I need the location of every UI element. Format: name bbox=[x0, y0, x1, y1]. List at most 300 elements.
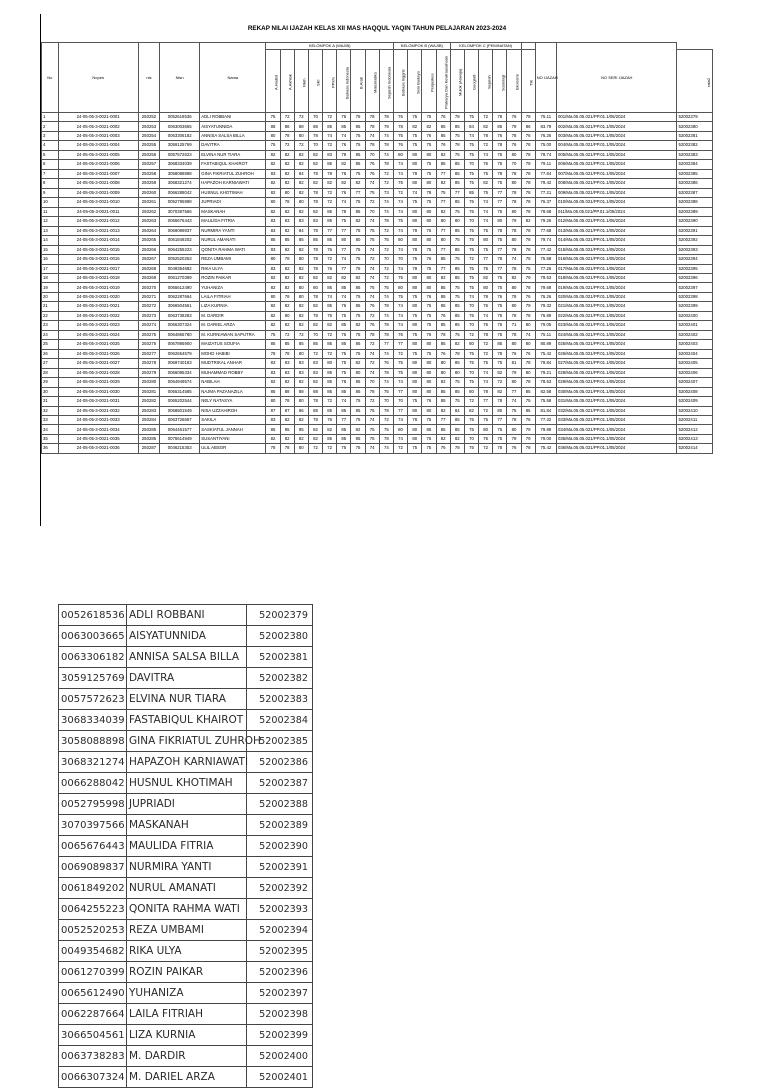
score-cell: 78 bbox=[493, 397, 507, 406]
serial-number-cell: 52002413 bbox=[677, 434, 713, 443]
score-cell: 79 bbox=[521, 425, 535, 434]
nis-cell: 250259 bbox=[138, 179, 159, 188]
nisn-cell: 0049354682 bbox=[160, 264, 200, 273]
name-cell: QONITA RAHMA WATI bbox=[200, 245, 266, 254]
score-cell: 80 bbox=[294, 255, 308, 264]
score-cell: 85 bbox=[266, 425, 280, 434]
score-cell: 82 bbox=[294, 311, 308, 320]
nopes-cell: 24-05-05-3-0021-0036 bbox=[58, 444, 138, 453]
score-cell: 72 bbox=[323, 141, 337, 150]
score-cell: 82 bbox=[479, 122, 493, 131]
row-number: 13 bbox=[42, 226, 59, 235]
score-cell: 72 bbox=[464, 397, 478, 406]
subject-header: A.Akhlak bbox=[280, 50, 294, 113]
subject-header: PPKN bbox=[323, 50, 337, 113]
score-cell: 78 bbox=[379, 406, 393, 415]
score-cell: 85 bbox=[450, 359, 464, 368]
average-cell: 78.68 bbox=[535, 207, 556, 216]
subject-header: Seni Budaya bbox=[408, 50, 422, 113]
table-row bbox=[42, 425, 713, 434]
score-cell: 82 bbox=[436, 273, 450, 282]
score-cell: 74 bbox=[379, 198, 393, 207]
score-cell: 74 bbox=[393, 264, 407, 273]
group-header-row bbox=[42, 43, 713, 50]
name-cell: AISYATUNNIDA bbox=[200, 122, 266, 131]
score-cell: 82 bbox=[266, 302, 280, 311]
score-cell: 77 bbox=[493, 264, 507, 273]
serial-number-cell: 52002412 bbox=[677, 425, 713, 434]
score-cell: 75 bbox=[393, 131, 407, 140]
nisn-cell: 0046215353 bbox=[160, 444, 200, 453]
score-cell: 72 bbox=[379, 226, 393, 235]
score-cell: 82 bbox=[436, 434, 450, 443]
score-cell: 72 bbox=[365, 311, 379, 320]
score-cell: 72 bbox=[479, 141, 493, 150]
score-cell: 75 bbox=[450, 131, 464, 140]
score-cell: 74 bbox=[379, 292, 393, 301]
nis-cell: 250261 bbox=[138, 198, 159, 207]
score-cell: 82 bbox=[266, 207, 280, 216]
score-cell: 85 bbox=[323, 406, 337, 415]
subject-header: SKI bbox=[308, 50, 322, 113]
score-cell: 75 bbox=[266, 330, 280, 339]
zoomed-nisn-cell: 0065676443 bbox=[59, 836, 127, 857]
name-cell: ELVINA NUR TIARA bbox=[200, 150, 266, 159]
score-cell: 75 bbox=[479, 264, 493, 273]
nopes-cell: 24-05-05-3-0021-0015 bbox=[58, 245, 138, 254]
score-cell: 75 bbox=[379, 387, 393, 396]
ijazah-number-cell: 005/Ma.05.05.021/PP.01.1/05/2024 bbox=[557, 150, 677, 159]
score-cell: 80 bbox=[507, 378, 521, 387]
zoomed-nisn-cell: 0069089837 bbox=[59, 857, 127, 878]
score-cell: 78 bbox=[308, 188, 322, 197]
score-cell: 78 bbox=[308, 198, 322, 207]
zoomed-serial-cell: 52002385 bbox=[247, 731, 313, 752]
score-cell: 75 bbox=[422, 264, 436, 273]
serial-number-cell: 52002390 bbox=[677, 217, 713, 226]
serial-number-cell: 52002381 bbox=[677, 131, 713, 140]
score-cell: 78 bbox=[408, 416, 422, 425]
score-cell: 82 bbox=[280, 302, 294, 311]
nopes-cell: 24-05-05-3-0021-0031 bbox=[58, 397, 138, 406]
serial-number-cell: 52002403 bbox=[677, 340, 713, 349]
score-cell: 82 bbox=[493, 387, 507, 396]
table-row bbox=[42, 236, 713, 245]
score-cell: 72 bbox=[323, 330, 337, 339]
nis-cell: 250271 bbox=[138, 292, 159, 301]
zoomed-name-cell: RIKA ULYA bbox=[127, 941, 247, 962]
nopes-cell: 24-05-05-3-0021-0011 bbox=[58, 207, 138, 216]
score-cell: 82 bbox=[294, 245, 308, 254]
score-cell: 74 bbox=[323, 131, 337, 140]
score-cell: 75 bbox=[422, 434, 436, 443]
average-cell: 79.74 bbox=[535, 236, 556, 245]
score-cell: 77 bbox=[323, 226, 337, 235]
score-cell: 75 bbox=[464, 113, 478, 122]
nopes-cell: 24-05-05-3-0021-0033 bbox=[58, 416, 138, 425]
score-cell: 75 bbox=[464, 236, 478, 245]
zoomed-serial-cell: 52002396 bbox=[247, 962, 313, 983]
average-cell: 76.26 bbox=[535, 131, 556, 140]
score-cell: 74 bbox=[365, 273, 379, 282]
score-cell: 80 bbox=[351, 368, 365, 377]
score-cell: 75 bbox=[450, 236, 464, 245]
name-cell: NABILAH bbox=[200, 378, 266, 387]
table-row bbox=[42, 349, 713, 358]
table-row bbox=[42, 273, 713, 282]
score-cell: 79 bbox=[507, 434, 521, 443]
serial-number-cell: 52002411 bbox=[677, 416, 713, 425]
zoomed-nisn-cell: 3059125769 bbox=[59, 668, 127, 689]
score-cell: 85 bbox=[450, 273, 464, 282]
nisn-cell: 0064949574 bbox=[160, 378, 200, 387]
subject-header: Geografi bbox=[464, 50, 478, 113]
name-cell: MUHAMMAD ROBBY bbox=[200, 368, 266, 377]
score-cell: 75 bbox=[464, 311, 478, 320]
subject-header: TIK bbox=[521, 50, 535, 113]
score-cell: 75 bbox=[464, 141, 478, 150]
score-cell: 80 bbox=[422, 150, 436, 159]
score-cell: 82 bbox=[351, 321, 365, 330]
zoomed-row bbox=[59, 1067, 313, 1088]
score-cell: 78 bbox=[365, 330, 379, 339]
score-cell: 75 bbox=[408, 131, 422, 140]
score-cell: 74 bbox=[393, 434, 407, 443]
score-cell: 85 bbox=[450, 122, 464, 131]
score-cell: 76 bbox=[365, 160, 379, 169]
average-cell: 78.84 bbox=[535, 359, 556, 368]
score-cell: 82 bbox=[308, 378, 322, 387]
score-cell: 75 bbox=[464, 425, 478, 434]
score-cell: 80 bbox=[280, 311, 294, 320]
zoomed-row bbox=[59, 668, 313, 689]
score-cell: 85 bbox=[436, 160, 450, 169]
score-cell: 82 bbox=[266, 150, 280, 159]
score-cell: 75 bbox=[493, 302, 507, 311]
row-number: 15 bbox=[42, 245, 59, 254]
header-no-seri: NO SERI IJAZAH bbox=[557, 43, 677, 113]
score-cell: 88 bbox=[266, 122, 280, 131]
score-cell: 80 bbox=[450, 368, 464, 377]
nopes-cell: 24-05-05-3-0021-0029 bbox=[58, 378, 138, 387]
name-cell: ULIL ABSOR bbox=[200, 444, 266, 453]
average-cell: 79.68 bbox=[535, 283, 556, 292]
score-cell: 82 bbox=[323, 273, 337, 282]
score-cell: 86 bbox=[521, 122, 535, 131]
name-cell: MAULIDA FITRIA bbox=[200, 217, 266, 226]
nisn-cell: 0061849202 bbox=[160, 236, 200, 245]
table-row bbox=[42, 368, 713, 377]
score-cell: 82 bbox=[436, 179, 450, 188]
score-cell: 82 bbox=[280, 378, 294, 387]
table-row bbox=[42, 321, 713, 330]
score-cell: 83 bbox=[280, 368, 294, 377]
score-cell: 75 bbox=[351, 131, 365, 140]
nopes-cell: 24-05-05-3-0021-0012 bbox=[58, 217, 138, 226]
serial-number-cell: 52002406 bbox=[677, 368, 713, 377]
score-cell: 78 bbox=[266, 349, 280, 358]
score-cell: 75 bbox=[464, 207, 478, 216]
score-cell: 76 bbox=[393, 141, 407, 150]
score-cell: 79 bbox=[507, 217, 521, 226]
row-number: 16 bbox=[42, 255, 59, 264]
row-number: 35 bbox=[42, 434, 59, 443]
score-cell: 78 bbox=[521, 141, 535, 150]
subject-header: rata2 bbox=[677, 50, 713, 113]
table-row bbox=[42, 245, 713, 254]
score-cell: 74 bbox=[379, 131, 393, 140]
score-cell: 75 bbox=[323, 311, 337, 320]
score-cell: 78 bbox=[479, 131, 493, 140]
score-cell: 80 bbox=[408, 150, 422, 159]
score-cell: 82 bbox=[266, 188, 280, 197]
nis-cell: 250278 bbox=[138, 359, 159, 368]
score-cell: 86 bbox=[521, 406, 535, 415]
score-cell: 77 bbox=[337, 416, 351, 425]
score-cell: 80 bbox=[294, 444, 308, 453]
score-cell: 72 bbox=[323, 349, 337, 358]
score-cell: 76 bbox=[365, 434, 379, 443]
nopes-cell: 24-05-05-3-0021-0019 bbox=[58, 283, 138, 292]
zoomed-serial-cell: 52002392 bbox=[247, 878, 313, 899]
table-row bbox=[42, 416, 713, 425]
score-cell: 79 bbox=[521, 273, 535, 282]
score-cell: 80 bbox=[422, 406, 436, 415]
score-cell: 83 bbox=[280, 359, 294, 368]
score-cell: 75 bbox=[408, 444, 422, 453]
score-cell: 76 bbox=[521, 416, 535, 425]
score-cell: 76 bbox=[521, 292, 535, 301]
score-cell: 85 bbox=[323, 340, 337, 349]
nopes-cell: 24-05-05-3-0021-0026 bbox=[58, 349, 138, 358]
score-cell: 80 bbox=[294, 292, 308, 301]
score-cell: 75 bbox=[450, 207, 464, 216]
average-cell: 79.00 bbox=[535, 434, 556, 443]
nis-cell: 250269 bbox=[138, 273, 159, 282]
average-cell: 77.68 bbox=[535, 226, 556, 235]
zoomed-nisn-cell: 0063306182 bbox=[59, 647, 127, 668]
zoomed-name-cell: FASTABIQUL KHAIROT bbox=[127, 710, 247, 731]
score-cell: 80 bbox=[294, 349, 308, 358]
name-cell: NISA UZZAHIROH bbox=[200, 406, 266, 415]
score-cell: 75 bbox=[450, 330, 464, 339]
zoomed-nisn-cell: 3068334039 bbox=[59, 710, 127, 731]
score-cell: 82 bbox=[351, 179, 365, 188]
score-cell: 75 bbox=[408, 198, 422, 207]
nis-cell: 250266 bbox=[138, 245, 159, 254]
score-cell: 83 bbox=[294, 359, 308, 368]
score-cell: 85 bbox=[351, 122, 365, 131]
score-cell: 85 bbox=[337, 425, 351, 434]
score-cell: 80 bbox=[294, 397, 308, 406]
score-cell: 80 bbox=[422, 378, 436, 387]
score-cell: 76 bbox=[337, 188, 351, 197]
score-cell: 80 bbox=[493, 406, 507, 415]
score-cell: 75 bbox=[337, 444, 351, 453]
score-cell: 78 bbox=[379, 302, 393, 311]
score-cell: 80 bbox=[323, 359, 337, 368]
score-cell: 82 bbox=[323, 179, 337, 188]
score-cell: 82 bbox=[294, 416, 308, 425]
score-cell: 88 bbox=[280, 387, 294, 396]
table-row bbox=[42, 217, 713, 226]
score-cell: 80 bbox=[337, 236, 351, 245]
score-cell: 72 bbox=[323, 444, 337, 453]
serial-number-cell: 52002410 bbox=[677, 406, 713, 415]
score-cell: 70 bbox=[393, 255, 407, 264]
score-cell: 74 bbox=[521, 330, 535, 339]
zoomed-name-cell: ADLI ROBBANI bbox=[127, 605, 247, 626]
score-cell: 80 bbox=[493, 217, 507, 226]
nis-cell: 250263 bbox=[138, 217, 159, 226]
row-number: 10 bbox=[42, 198, 59, 207]
score-cell: 70 bbox=[308, 141, 322, 150]
header-nis: nis bbox=[138, 43, 159, 113]
name-cell: NURUL AMANATI bbox=[200, 236, 266, 245]
score-cell: 82 bbox=[294, 321, 308, 330]
zoomed-nisn-cell: 0066288042 bbox=[59, 773, 127, 794]
score-cell: 83 bbox=[266, 359, 280, 368]
score-cell: 74 bbox=[379, 311, 393, 320]
table-row bbox=[42, 141, 713, 150]
zoomed-nisn-cell: 0057572623 bbox=[59, 689, 127, 710]
score-cell: 78 bbox=[493, 444, 507, 453]
average-cell: 77.26 bbox=[535, 264, 556, 273]
score-cell: 76 bbox=[379, 359, 393, 368]
nisn-cell: 0066095334 bbox=[160, 368, 200, 377]
row-number: 30 bbox=[42, 387, 59, 396]
nopes-cell: 24-05-05-3-0021-0005 bbox=[58, 150, 138, 159]
average-cell: 78.53 bbox=[535, 378, 556, 387]
score-cell: 82 bbox=[436, 207, 450, 216]
ijazah-number-cell: 026/Ma.05.05.021/PP.01.1/05/2024 bbox=[557, 349, 677, 358]
serial-number-cell: 52002397 bbox=[677, 283, 713, 292]
score-cell: 70 bbox=[365, 378, 379, 387]
score-cell: 79 bbox=[379, 122, 393, 131]
score-cell: 77 bbox=[393, 406, 407, 415]
nopes-cell: 24-05-05-3-0021-0017 bbox=[58, 264, 138, 273]
name-cell: SUSANTIYANI bbox=[200, 434, 266, 443]
nis-cell: 250262 bbox=[138, 207, 159, 216]
average-cell: 79.26 bbox=[535, 217, 556, 226]
subject-header: Fikih bbox=[294, 50, 308, 113]
score-cell: 85 bbox=[323, 378, 337, 387]
score-cell: 85 bbox=[294, 425, 308, 434]
score-cell: 75 bbox=[408, 330, 422, 339]
score-cell: 80 bbox=[479, 425, 493, 434]
serial-number-cell: 52002380 bbox=[677, 122, 713, 131]
zoomed-nisn-cell: 0052520253 bbox=[59, 920, 127, 941]
name-cell: M. KURNIAWAN SAPUTRA bbox=[200, 330, 266, 339]
score-cell: 85 bbox=[337, 122, 351, 131]
average-cell: 79.11 bbox=[535, 160, 556, 169]
header-nopes: Nopes bbox=[58, 43, 138, 113]
score-cell: 78 bbox=[521, 207, 535, 216]
zoomed-nisn-cell: 0062287664 bbox=[59, 1004, 127, 1025]
ijazah-number-cell: 011/Ma.05.05.021/PP.01.1/05/2024 bbox=[557, 207, 677, 216]
score-cell: 74 bbox=[393, 198, 407, 207]
score-cell: 70 bbox=[365, 150, 379, 159]
score-cell: 75 bbox=[493, 179, 507, 188]
score-cell: 74 bbox=[507, 397, 521, 406]
score-cell: 74 bbox=[379, 444, 393, 453]
row-number: 2 bbox=[42, 122, 59, 131]
serial-number-cell: 52002391 bbox=[677, 226, 713, 235]
score-cell: 75 bbox=[450, 397, 464, 406]
score-cell: 85 bbox=[436, 425, 450, 434]
zoomed-nisn-cell: 0052618536 bbox=[59, 605, 127, 626]
zoomed-name-cell: M. DARDIR bbox=[127, 1046, 247, 1067]
name-cell: ROZIN PAIKAR bbox=[200, 273, 266, 282]
score-cell: 76 bbox=[479, 321, 493, 330]
zoomed-name-cell: QONITA RAHMA WATI bbox=[127, 899, 247, 920]
name-cell: REZA UMBAMI bbox=[200, 255, 266, 264]
score-cell: 83 bbox=[280, 217, 294, 226]
average-cell: 79.42 bbox=[535, 179, 556, 188]
score-cell: 80 bbox=[422, 273, 436, 282]
zoomed-row bbox=[59, 1046, 313, 1067]
row-number: 12 bbox=[42, 217, 59, 226]
score-cell: 75 bbox=[464, 264, 478, 273]
zoomed-row bbox=[59, 878, 313, 899]
score-cell: 76 bbox=[422, 330, 436, 339]
score-cell: 76 bbox=[507, 349, 521, 358]
score-cell: 78 bbox=[507, 264, 521, 273]
row-number: 7 bbox=[42, 169, 59, 178]
score-cell: 85 bbox=[323, 122, 337, 131]
score-cell: 83 bbox=[266, 416, 280, 425]
score-cell: 85 bbox=[493, 122, 507, 131]
score-cell: 78 bbox=[521, 198, 535, 207]
score-cell: 85 bbox=[294, 340, 308, 349]
score-cell: 88 bbox=[308, 406, 322, 415]
name-cell: NAJMA PAZANAZILA bbox=[200, 387, 266, 396]
score-cell: 78 bbox=[365, 141, 379, 150]
score-cell: 74 bbox=[365, 245, 379, 254]
name-cell: SAKILA bbox=[200, 416, 266, 425]
score-cell: 75 bbox=[365, 283, 379, 292]
score-cell: 78 bbox=[379, 321, 393, 330]
score-cell: 82 bbox=[308, 207, 322, 216]
score-cell: 80 bbox=[507, 425, 521, 434]
score-cell: 78 bbox=[521, 226, 535, 235]
score-cell: 70 bbox=[365, 207, 379, 216]
score-cell: 80 bbox=[479, 236, 493, 245]
score-cell: 80 bbox=[294, 131, 308, 140]
score-cell: 72 bbox=[365, 255, 379, 264]
nopes-cell: 24-05-05-3-0021-0001 bbox=[58, 113, 138, 122]
score-cell: 75 bbox=[464, 245, 478, 254]
score-cell: 76 bbox=[337, 302, 351, 311]
score-cell: 76 bbox=[422, 255, 436, 264]
score-cell: 80 bbox=[422, 207, 436, 216]
zoomed-name-cell: M. DARIEL ARZA bbox=[127, 1067, 247, 1088]
score-cell: 74 bbox=[464, 131, 478, 140]
score-cell: 78 bbox=[521, 444, 535, 453]
score-cell: 75 bbox=[408, 292, 422, 301]
score-cell: 70 bbox=[464, 160, 478, 169]
score-cell: 78 bbox=[479, 387, 493, 396]
score-cell: 85 bbox=[436, 397, 450, 406]
zoomed-serial-cell: 52002393 bbox=[247, 899, 313, 920]
score-cell: 74 bbox=[393, 378, 407, 387]
score-cell: 85 bbox=[436, 131, 450, 140]
score-cell: 80 bbox=[422, 217, 436, 226]
score-cell: 80 bbox=[422, 283, 436, 292]
score-cell: 75 bbox=[493, 160, 507, 169]
nopes-cell: 24-05-05-3-0021-0014 bbox=[58, 236, 138, 245]
row-number: 27 bbox=[42, 359, 59, 368]
